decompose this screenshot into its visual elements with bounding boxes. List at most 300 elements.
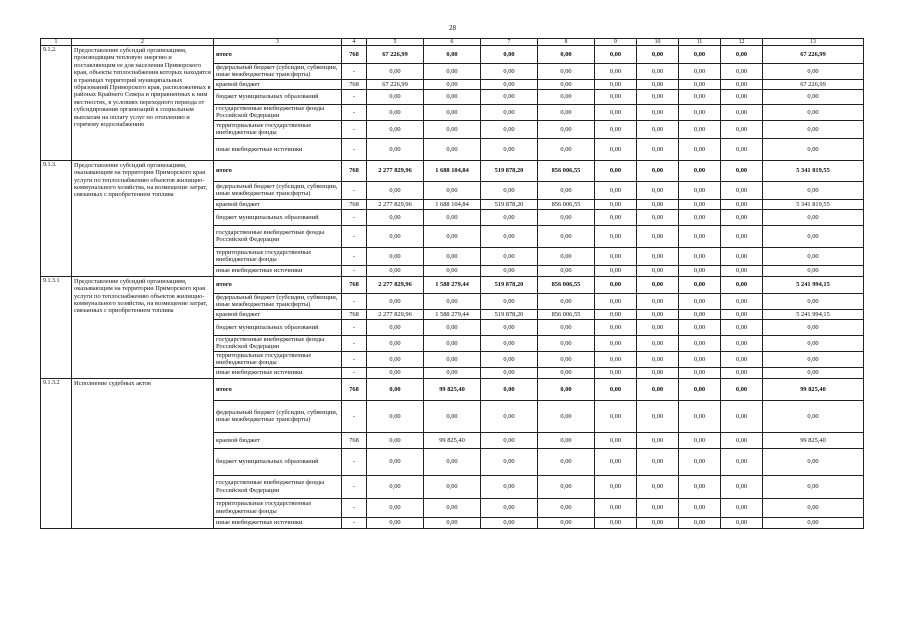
section-code: 9.1.3.1 [41, 276, 72, 378]
funding-source: краевой бюджет [214, 432, 342, 448]
year-value: 0,00 [424, 64, 481, 80]
budget-code: - [342, 319, 367, 335]
year-value: 0,00 [367, 225, 424, 247]
year-value: 0,00 [367, 475, 424, 498]
funding-source: территориальные государственные внебюджетные фонды [214, 498, 342, 517]
table-row [41, 378, 864, 400]
year-value: 0,00 [424, 89, 481, 104]
year-value: 0,00 [637, 89, 679, 104]
year-value: 0,00 [679, 309, 721, 319]
year-value: 0,00 [367, 432, 424, 448]
year-value: 0,00 [481, 104, 538, 120]
total-value: 0,00 [763, 89, 864, 104]
year-value: 0,00 [481, 64, 538, 80]
year-value: 0,00 [721, 209, 763, 225]
year-value: 0,00 [367, 293, 424, 309]
year-value: 0,00 [679, 319, 721, 335]
year-value: 0,00 [367, 351, 424, 367]
total-value: 0,00 [763, 293, 864, 309]
year-value: 0,00 [679, 335, 721, 351]
section-description: Предоставление субсидий организациям, производящим тепловую энергию и поставляющим ее для населения Приморского края, объекты теплоснабжения которых находятся в границах территорий муниципальных образований Приморского края, расположенных в районах Крайнего Севера и приравненных к ним местностях, в условиях переходного периода от субсидирования организаций к социальным выплатам на оплату услуг по отоплению и горячему водоснабжению [72, 46, 214, 161]
year-value: 0,00 [637, 265, 679, 276]
year-value: 0,00 [367, 247, 424, 265]
year-value: 0,00 [538, 89, 595, 104]
year-value: 0,00 [679, 64, 721, 80]
total-value: 0,00 [763, 335, 864, 351]
year-value: 0,00 [481, 475, 538, 498]
year-value: 0,00 [721, 138, 763, 160]
year-value: 0,00 [721, 498, 763, 517]
year-value: 0,00 [595, 79, 637, 89]
year-value: 0,00 [481, 120, 538, 138]
year-value: 0,00 [367, 517, 424, 528]
funding-source: федеральный бюджет (субсидии, субвенции, иные межбюджетные трансферты) [214, 64, 342, 80]
budget-code: - [342, 351, 367, 367]
budget-code: - [342, 138, 367, 160]
year-value: 0,00 [679, 181, 721, 199]
year-value: 0,00 [367, 378, 424, 400]
year-value: 0,00 [637, 475, 679, 498]
year-value: 0,00 [538, 247, 595, 265]
year-value: 0,00 [595, 120, 637, 138]
year-value: 0,00 [721, 46, 763, 64]
year-value: 0,00 [481, 265, 538, 276]
year-value: 0,00 [721, 400, 763, 432]
section-description: Предоставление субсидий организациям, оказывающим на территории Приморского края услуги по теплоснабжению объектов жилищно-коммунального хозяйства, на возмещение затрат, связанных с приобретением топлива [72, 276, 214, 378]
total-value: 0,00 [763, 448, 864, 475]
budget-code: - [342, 448, 367, 475]
header-cell: 10 [637, 39, 679, 46]
year-value: 0,00 [637, 319, 679, 335]
year-value: 0,00 [595, 367, 637, 378]
year-value: 0,00 [679, 475, 721, 498]
year-value: 0,00 [595, 432, 637, 448]
year-value: 0,00 [679, 247, 721, 265]
year-value: 0,00 [481, 247, 538, 265]
funding-source: итого [214, 378, 342, 400]
year-value: 0,00 [679, 89, 721, 104]
header-cell: 3 [214, 39, 342, 46]
budget-code: 768 [342, 432, 367, 448]
budget-code: - [342, 367, 367, 378]
total-value: 0,00 [763, 181, 864, 199]
year-value: 99 825,40 [424, 378, 481, 400]
year-value: 0,00 [595, 293, 637, 309]
year-value: 0,00 [424, 293, 481, 309]
year-value: 0,00 [481, 181, 538, 199]
year-value: 2 277 829,96 [367, 309, 424, 319]
year-value: 0,00 [367, 400, 424, 432]
total-value: 99 825,40 [763, 378, 864, 400]
funding-source: федеральный бюджет (субсидии, субвенции, иные межбюджетные трансферты) [214, 293, 342, 309]
year-value: 0,00 [538, 46, 595, 64]
total-value: 0,00 [763, 138, 864, 160]
year-value: 0,00 [637, 160, 679, 181]
year-value: 0,00 [424, 400, 481, 432]
budget-code: 768 [342, 79, 367, 89]
total-value: 0,00 [763, 247, 864, 265]
year-value: 0,00 [481, 79, 538, 89]
year-value: 1 588 279,44 [424, 309, 481, 319]
year-value: 0,00 [721, 104, 763, 120]
year-value: 0,00 [721, 448, 763, 475]
year-value: 1 588 279,44 [424, 276, 481, 293]
year-value: 0,00 [637, 247, 679, 265]
header-cell: 8 [538, 39, 595, 46]
total-value: 0,00 [763, 209, 864, 225]
year-value: 0,00 [721, 432, 763, 448]
year-value: 0,00 [481, 400, 538, 432]
funding-source: краевой бюджет [214, 79, 342, 89]
year-value: 0,00 [367, 335, 424, 351]
budget-code: - [342, 475, 367, 498]
year-value: 0,00 [595, 335, 637, 351]
header-cell: 7 [481, 39, 538, 46]
year-value: 0,00 [538, 400, 595, 432]
year-value: 0,00 [481, 293, 538, 309]
year-value: 0,00 [424, 225, 481, 247]
year-value: 0,00 [721, 367, 763, 378]
year-value: 0,00 [538, 181, 595, 199]
funding-source: итого [214, 276, 342, 293]
header-cell: 13 [763, 39, 864, 46]
budget-code: - [342, 225, 367, 247]
year-value: 0,00 [367, 138, 424, 160]
year-value: 2 277 829,96 [367, 276, 424, 293]
funding-source: территориальные государственные внебюджетные фонды [214, 247, 342, 265]
year-value: 0,00 [721, 335, 763, 351]
budget-code: - [342, 247, 367, 265]
header-cell: 12 [721, 39, 763, 46]
total-value: 0,00 [763, 265, 864, 276]
year-value: 0,00 [595, 400, 637, 432]
year-value: 0,00 [637, 209, 679, 225]
year-value: 0,00 [721, 309, 763, 319]
year-value: 856 006,55 [538, 309, 595, 319]
year-value: 0,00 [637, 120, 679, 138]
budget-code: - [342, 181, 367, 199]
year-value: 0,00 [481, 367, 538, 378]
budget-code: 768 [342, 160, 367, 181]
year-value: 0,00 [679, 517, 721, 528]
header-cell: 9 [595, 39, 637, 46]
budget-code: - [342, 335, 367, 351]
year-value: 0,00 [679, 160, 721, 181]
year-value: 519 878,20 [481, 309, 538, 319]
year-value: 0,00 [637, 400, 679, 432]
year-value: 0,00 [367, 181, 424, 199]
year-value: 0,00 [424, 79, 481, 89]
year-value: 0,00 [721, 199, 763, 209]
year-value: 0,00 [595, 517, 637, 528]
year-value: 0,00 [595, 199, 637, 209]
year-value: 0,00 [538, 498, 595, 517]
funding-source: бюджет муниципальных образований [214, 319, 342, 335]
year-value: 0,00 [721, 160, 763, 181]
year-value: 0,00 [679, 498, 721, 517]
funding-source: территориальные государственные внебюджетные фонды [214, 120, 342, 138]
year-value: 0,00 [637, 199, 679, 209]
year-value: 0,00 [481, 209, 538, 225]
funding-source: бюджет муниципальных образований [214, 89, 342, 104]
year-value: 0,00 [538, 378, 595, 400]
section-code: 9.1.3.2 [41, 378, 72, 528]
year-value: 0,00 [679, 138, 721, 160]
year-value: 856 006,55 [538, 276, 595, 293]
total-value: 67 226,99 [763, 79, 864, 89]
year-value: 0,00 [538, 79, 595, 89]
page-number: 28 [449, 24, 456, 32]
header-row [41, 39, 864, 46]
year-value: 0,00 [637, 351, 679, 367]
funding-source: иные внебюджетные источники [214, 265, 342, 276]
year-value: 1 688 104,84 [424, 160, 481, 181]
funding-source: краевой бюджет [214, 199, 342, 209]
year-value: 0,00 [424, 498, 481, 517]
year-value: 0,00 [595, 378, 637, 400]
year-value: 0,00 [595, 498, 637, 517]
year-value: 0,00 [481, 138, 538, 160]
funding-source: бюджет муниципальных образований [214, 209, 342, 225]
year-value: 0,00 [595, 64, 637, 80]
year-value: 0,00 [679, 400, 721, 432]
year-value: 0,00 [679, 351, 721, 367]
year-value: 0,00 [595, 247, 637, 265]
year-value: 0,00 [721, 247, 763, 265]
year-value: 0,00 [367, 498, 424, 517]
year-value: 0,00 [538, 64, 595, 80]
table-row [41, 46, 864, 64]
year-value: 0,00 [481, 351, 538, 367]
total-value: 67 226,99 [763, 46, 864, 64]
year-value: 0,00 [367, 209, 424, 225]
total-value: 0,00 [763, 64, 864, 80]
funding-source: иные внебюджетные источники [214, 138, 342, 160]
year-value: 0,00 [424, 367, 481, 378]
year-value: 0,00 [721, 319, 763, 335]
total-value: 0,00 [763, 498, 864, 517]
funding-source: итого [214, 160, 342, 181]
year-value: 0,00 [481, 378, 538, 400]
year-value: 0,00 [424, 138, 481, 160]
year-value: 0,00 [721, 225, 763, 247]
year-value: 0,00 [679, 276, 721, 293]
year-value: 0,00 [367, 64, 424, 80]
year-value: 0,00 [679, 199, 721, 209]
year-value: 0,00 [637, 104, 679, 120]
table-body [41, 39, 864, 529]
budget-code: 768 [342, 199, 367, 209]
year-value: 0,00 [367, 367, 424, 378]
year-value: 0,00 [538, 319, 595, 335]
year-value: 0,00 [595, 309, 637, 319]
total-value: 0,00 [763, 225, 864, 247]
year-value: 67 226,99 [367, 79, 424, 89]
year-value: 67 226,99 [367, 46, 424, 64]
total-value: 0,00 [763, 475, 864, 498]
year-value: 0,00 [721, 293, 763, 309]
section-description: Предоставление субсидий организациям, оказывающим на территории Приморского края услуги по теплоснабжению объектов жилищно-коммунального хозяйства, на возмещение затрат, связанных с приобретением топлива [72, 160, 214, 276]
budget-code: 768 [342, 309, 367, 319]
budget-code: - [342, 517, 367, 528]
total-value: 0,00 [763, 367, 864, 378]
year-value: 0,00 [679, 293, 721, 309]
year-value: 0,00 [538, 293, 595, 309]
budget-code: 768 [342, 378, 367, 400]
year-value: 0,00 [367, 120, 424, 138]
header-cell: 11 [679, 39, 721, 46]
year-value: 0,00 [637, 517, 679, 528]
year-value: 0,00 [595, 89, 637, 104]
year-value: 0,00 [424, 104, 481, 120]
year-value: 0,00 [367, 448, 424, 475]
year-value: 0,00 [721, 120, 763, 138]
year-value: 0,00 [367, 104, 424, 120]
year-value: 0,00 [595, 475, 637, 498]
funding-source: бюджет муниципальных образований [214, 448, 342, 475]
year-value: 0,00 [679, 448, 721, 475]
year-value: 0,00 [595, 265, 637, 276]
year-value: 1 688 104,84 [424, 199, 481, 209]
year-value: 0,00 [637, 138, 679, 160]
year-value: 0,00 [679, 104, 721, 120]
year-value: 0,00 [424, 209, 481, 225]
year-value: 0,00 [481, 498, 538, 517]
year-value: 0,00 [637, 335, 679, 351]
year-value: 0,00 [637, 181, 679, 199]
year-value: 0,00 [595, 448, 637, 475]
year-value: 0,00 [595, 276, 637, 293]
year-value: 0,00 [679, 367, 721, 378]
budget-code: 768 [342, 46, 367, 64]
year-value: 0,00 [595, 160, 637, 181]
funding-source: федеральный бюджет (субсидии, субвенции, иные межбюджетные трансферты) [214, 400, 342, 432]
year-value: 519 878,20 [481, 276, 538, 293]
year-value: 0,00 [538, 265, 595, 276]
year-value: 0,00 [721, 517, 763, 528]
total-value: 0,00 [763, 104, 864, 120]
year-value: 0,00 [424, 247, 481, 265]
year-value: 0,00 [595, 138, 637, 160]
budget-code: - [342, 265, 367, 276]
year-value: 0,00 [424, 181, 481, 199]
year-value: 0,00 [481, 225, 538, 247]
budget-code: 768 [342, 276, 367, 293]
header-cell: 4 [342, 39, 367, 46]
year-value: 0,00 [721, 276, 763, 293]
table-row [41, 160, 864, 181]
year-value: 0,00 [538, 517, 595, 528]
year-value: 0,00 [637, 225, 679, 247]
year-value: 0,00 [637, 309, 679, 319]
year-value: 0,00 [481, 432, 538, 448]
year-value: 0,00 [538, 351, 595, 367]
year-value: 0,00 [481, 335, 538, 351]
year-value: 0,00 [481, 319, 538, 335]
section-description: Исполнение судебных актов [72, 378, 214, 528]
year-value: 0,00 [538, 225, 595, 247]
year-value: 0,00 [637, 432, 679, 448]
year-value: 0,00 [721, 475, 763, 498]
year-value: 0,00 [637, 293, 679, 309]
budget-code: - [342, 209, 367, 225]
funding-source: иные внебюджетные источники [214, 367, 342, 378]
year-value: 0,00 [595, 319, 637, 335]
year-value: 0,00 [538, 120, 595, 138]
year-value: 0,00 [721, 89, 763, 104]
year-value: 0,00 [538, 432, 595, 448]
header-cell: 1 [41, 39, 72, 46]
total-value: 0,00 [763, 400, 864, 432]
year-value: 0,00 [679, 209, 721, 225]
year-value: 856 006,55 [538, 199, 595, 209]
year-value: 0,00 [424, 448, 481, 475]
section-code: 9.1.3. [41, 160, 72, 276]
year-value: 0,00 [424, 120, 481, 138]
year-value: 519 878,20 [481, 160, 538, 181]
year-value: 0,00 [367, 265, 424, 276]
year-value: 2 277 829,96 [367, 199, 424, 209]
funding-source: государственные внебюджетные фонды Российской Федерации [214, 335, 342, 351]
year-value: 0,00 [424, 319, 481, 335]
year-value: 0,00 [637, 498, 679, 517]
year-value: 0,00 [637, 79, 679, 89]
funding-source: федеральный бюджет (субсидии, субвенции, иные межбюджетные трансферты) [214, 181, 342, 199]
year-value: 0,00 [679, 432, 721, 448]
year-value: 0,00 [424, 46, 481, 64]
table-row [41, 276, 864, 293]
budget-code: - [342, 498, 367, 517]
funding-source: государственные внебюджетные фонды Российской Федерации [214, 104, 342, 120]
year-value: 0,00 [424, 517, 481, 528]
year-value: 0,00 [679, 46, 721, 64]
year-value: 0,00 [595, 351, 637, 367]
year-value: 0,00 [721, 351, 763, 367]
budget-table [40, 38, 864, 529]
year-value: 0,00 [481, 448, 538, 475]
year-value: 0,00 [424, 265, 481, 276]
year-value: 0,00 [721, 181, 763, 199]
total-value: 5 341 819,55 [763, 160, 864, 181]
total-value: 5 341 819,55 [763, 199, 864, 209]
budget-code: - [342, 89, 367, 104]
year-value: 0,00 [595, 225, 637, 247]
year-value: 0,00 [679, 265, 721, 276]
section-code: 9.1.2. [41, 46, 72, 161]
year-value: 0,00 [721, 64, 763, 80]
year-value: 0,00 [538, 335, 595, 351]
budget-code: - [342, 64, 367, 80]
year-value: 0,00 [538, 448, 595, 475]
year-value: 0,00 [595, 181, 637, 199]
year-value: 0,00 [679, 79, 721, 89]
year-value: 0,00 [637, 64, 679, 80]
year-value: 0,00 [424, 335, 481, 351]
budget-code: - [342, 293, 367, 309]
total-value: 0,00 [763, 120, 864, 138]
year-value: 0,00 [637, 46, 679, 64]
year-value: 0,00 [367, 89, 424, 104]
funding-source: государственные внебюджетные фонды Российской Федерации [214, 225, 342, 247]
year-value: 0,00 [424, 351, 481, 367]
year-value: 0,00 [367, 319, 424, 335]
total-value: 5 241 994,15 [763, 309, 864, 319]
year-value: 519 878,20 [481, 199, 538, 209]
budget-code: - [342, 104, 367, 120]
header-cell: 2 [72, 39, 214, 46]
year-value: 0,00 [679, 225, 721, 247]
year-value: 0,00 [721, 378, 763, 400]
